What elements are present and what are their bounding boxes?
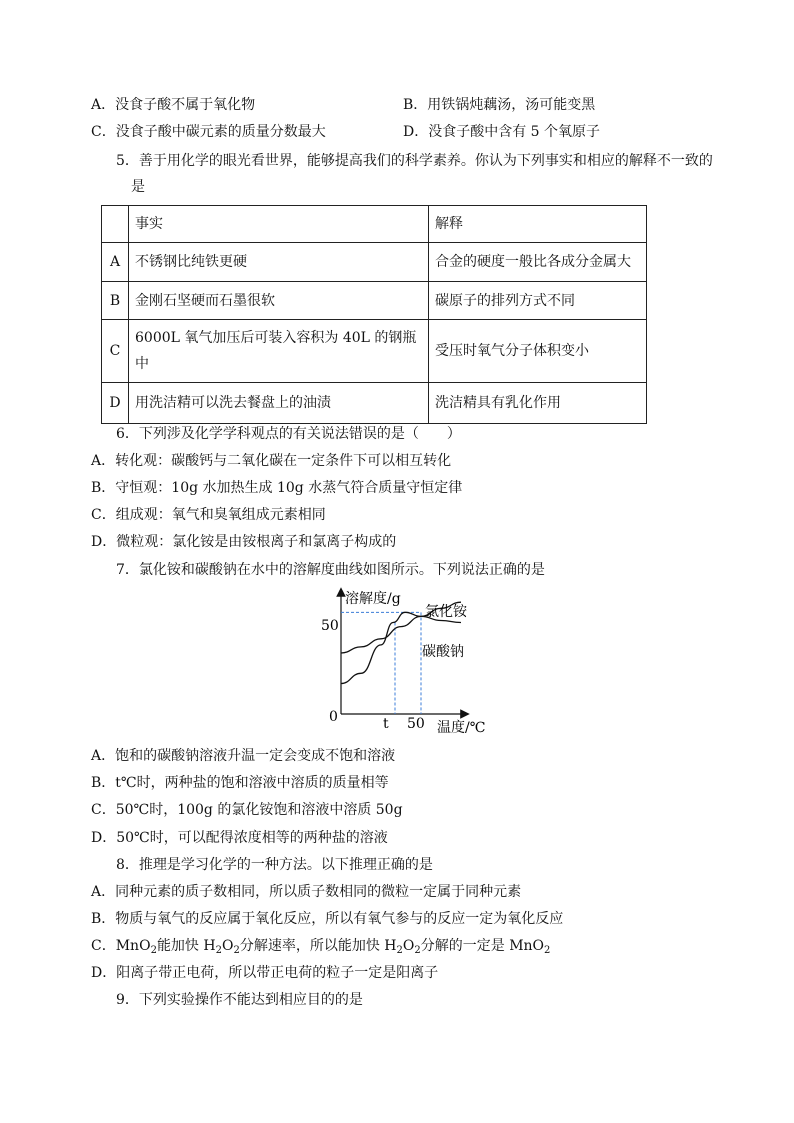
series-label-ammonium-chloride: 氯化铵 — [425, 604, 467, 620]
y-tick-label: 50 — [321, 618, 339, 634]
option-text: 阳离子带正电荷，所以带正电荷的粒子一定是阳离子 — [116, 965, 439, 981]
x-tick-label: t — [383, 716, 389, 732]
option-key: D． — [91, 534, 117, 550]
option-text: 守恒观：10g 水加热生成 10g 水蒸气符合质量守恒定律 — [115, 480, 463, 496]
q4-option-a — [91, 95, 255, 115]
option-key: D． — [91, 965, 117, 981]
q7-option-c — [91, 800, 403, 820]
option-text: 饱和的碳酸钠溶液升温一定会变成不饱和溶液 — [115, 748, 396, 764]
y-axis-label: 溶解度/g — [345, 591, 401, 607]
header-fact: 事实 — [129, 206, 429, 243]
q6-option-a — [91, 451, 451, 471]
row-fact — [129, 320, 429, 383]
subscript: 2 — [414, 945, 421, 956]
q6-option-d — [91, 532, 396, 552]
q5-stem-line2: 是 — [131, 179, 145, 195]
formula-text: O — [402, 938, 415, 954]
header-explain: 解释 — [429, 206, 647, 243]
formula-text: 分解速率，所以能加快 H — [239, 938, 397, 954]
row-key: C — [102, 320, 129, 383]
option-key: C． — [91, 938, 116, 954]
row-explain: 洗洁精具有乳化作用 — [429, 383, 647, 424]
option-text: 物质与氧气的反应属于氧化反应，所以有氧气参与的反应一定为氧化反应 — [115, 911, 564, 927]
option-key: A． — [91, 748, 116, 764]
option-key: B． — [403, 97, 428, 113]
q5-table — [101, 205, 647, 424]
formula-text: MnO — [115, 938, 151, 954]
row-explain: 碳原子的排列方式不同 — [429, 282, 647, 320]
row-key: A — [102, 243, 129, 282]
q7-option-b — [91, 773, 389, 793]
subscript: 2 — [396, 945, 403, 956]
row-fact-line2: 中 — [135, 356, 149, 372]
option-text: 转化观：碳酸钙与二氧化碳在一定条件下可以相互转化 — [115, 453, 452, 469]
q6-stem: 6．下列涉及化学学科观点的有关说法错误的是（ ） — [116, 426, 461, 442]
option-key: A． — [91, 453, 116, 469]
subscript: 2 — [544, 945, 551, 956]
option-text: 没食子酸不属于氧化物 — [115, 97, 256, 113]
q7-option-d — [91, 828, 388, 848]
x-axis-label: 温度/℃ — [437, 720, 486, 736]
row-key: B — [102, 282, 129, 320]
formula-text: 分解的一定是 MnO — [420, 938, 545, 954]
q4-option-c — [91, 122, 326, 142]
q7-stem: 7．氯化铵和碳酸钠在水中的溶解度曲线如图所示。下列说法正确的是 — [116, 562, 545, 578]
option-text: 50℃时，可以配得浓度相等的两种盐的溶液 — [116, 830, 388, 846]
option-text: 同种元素的质子数相同，所以质子数相同的微粒一定属于同种元素 — [115, 884, 522, 900]
option-key: B． — [91, 775, 116, 791]
table-row — [102, 383, 647, 424]
q8-option-b — [91, 909, 563, 929]
formula-text: 能加快 H — [156, 938, 216, 954]
row-fact: 金刚石坚硬而石墨很软 — [129, 282, 429, 320]
row-fact: 用洗洁精可以洗去餐盘上的油渍 — [129, 383, 429, 424]
table-row — [102, 282, 647, 320]
row-fact: 不锈钢比纯铁更硬 — [129, 243, 429, 282]
origin-label: 0 — [329, 709, 338, 725]
option-text: 组成观：氧气和臭氧组成元素相同 — [115, 507, 326, 523]
header-key — [102, 206, 129, 243]
subscript: 2 — [150, 945, 157, 956]
option-key: C． — [91, 507, 116, 523]
q4-option-d — [403, 122, 600, 142]
row-explain: 合金的硬度一般比各成分金属大 — [429, 243, 647, 282]
q5-stem-line1: 5．善于用化学的眼光看世界，能够提高我们的科学素养。你认为下列事实和相应的解释不一致的 — [116, 153, 713, 169]
option-key: D． — [403, 124, 429, 140]
q4-option-b — [403, 95, 595, 115]
guide-lines — [341, 612, 421, 714]
q8-option-d — [91, 963, 438, 983]
subscript: 2 — [233, 945, 240, 956]
q8-option-a — [91, 882, 521, 902]
q6-option-c — [91, 505, 326, 525]
option-key: D． — [91, 830, 117, 846]
series-label-sodium-carbonate: 碳酸钠 — [422, 644, 464, 660]
formula-text: O — [221, 938, 234, 954]
x-tick-label: 50 — [407, 716, 425, 732]
q9-stem: 9．下列实验操作不能达到相应目的的是 — [116, 992, 363, 1008]
q8-stem: 8．推理是学习化学的一种方法。以下推理正确的是 — [116, 857, 433, 873]
option-key: A． — [91, 97, 116, 113]
option-text: 微粒观：氯化铵是由铵根离子和氯离子构成的 — [116, 534, 397, 550]
option-text: 50℃时，100g 的氯化铵饱和溶液中溶质 50g — [115, 802, 403, 818]
option-key: A． — [91, 884, 116, 900]
option-key: B． — [91, 911, 116, 927]
row-key: D — [102, 383, 129, 424]
table-header-row — [102, 206, 647, 243]
option-text: 没食子酸中含有 5 个氧原子 — [428, 124, 601, 140]
option-key: C． — [91, 802, 116, 818]
row-explain: 受压时氧气分子体积变小 — [429, 320, 647, 383]
table-row — [102, 320, 647, 383]
option-text: t℃时，两种盐的饱和溶液中溶质的质量相等 — [115, 775, 389, 791]
option-key: C． — [91, 124, 116, 140]
option-text: 用铁锅炖藕汤，汤可能变黑 — [427, 97, 596, 113]
solubility-chart — [315, 586, 495, 738]
row-fact-line1: 6000L 氧气加压后可装入容积为 40L 的钢瓶 — [135, 330, 417, 346]
option-key: B． — [91, 480, 116, 496]
table-row — [102, 243, 647, 282]
option-text: 没食子酸中碳元素的质量分数最大 — [115, 124, 326, 140]
q8-option-c — [91, 936, 550, 961]
q6-option-b — [91, 478, 462, 498]
q7-option-a — [91, 746, 395, 766]
subscript: 2 — [215, 945, 222, 956]
